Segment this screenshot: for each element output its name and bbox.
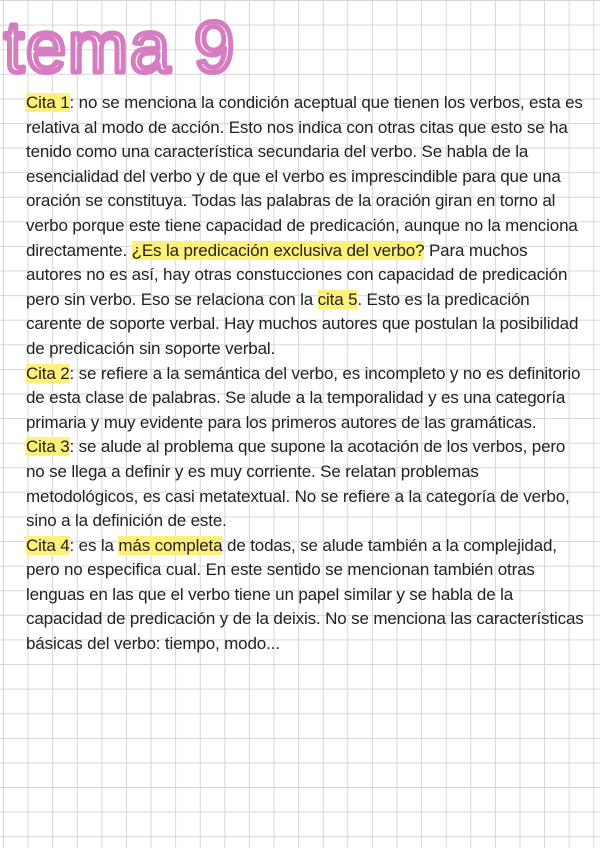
paragraph-cita-3 [26, 435, 586, 533]
cita-4-text: : es la [69, 535, 119, 555]
cita-2-label: Cita 2 [26, 363, 70, 383]
cita-4-text-cont: de todas, se alude también a la complejidad, pero no especifica cual. En este sentido se mencionan también otras lenguas en las que el verbo tiene un papel similar y se habla de la capacidad de predicación y de la deixis. No se menciona las características básicas del verbo: tiempo, modo... [26, 535, 584, 654]
paragraph-cita-4 [26, 534, 586, 657]
handwritten-title [0, 0, 600, 90]
cita-1-text-cont: Para muchos autores no es así, hay otras constucciones con capacidad de predicación pero sin verbo. Eso se relaciona con la [26, 240, 568, 309]
cita-4-label: Cita 4 [26, 535, 70, 555]
note-body [26, 91, 586, 657]
paragraph-cita-1 [26, 91, 586, 362]
cita-2-text: : se refiere a la semántica del verbo, es incompleto y no es definitorio de esta clase de palabras. Se alude a la temporalidad y es una categoría primaria y muy evidente para los primeros autores de las gramáticas. [26, 363, 581, 432]
cita-5-highlight: cita 5 [317, 289, 358, 309]
cita-3-label: Cita 3 [26, 437, 70, 457]
cita-3-text: : se alude al problema que supone la acotación de los verbos, pero no se llega a definir y es muy corriente. Se relatan problemas metodológicos, es casi metatextual. No se refiere a la categoría de verbo, sino a la definición de este. [26, 437, 570, 531]
cita-1-label: Cita 1 [26, 93, 70, 112]
predication-question-highlight: ¿Es la predicación exclusiva del verbo? [131, 240, 425, 260]
cita-1-text-end: . Esto es la predicación carente de soporte verbal. Hay muchos autores que postulan la posibilidad de predicación sin soporte verbal. [26, 289, 579, 358]
cita-1-text: : no se menciona la condición aceptual que tienen los verbos, esta es relativa al modo de acción. Esto nos indica con otras citas que esto se ha tenido como una característica secundaria del verbo. Se habla de la esencialidad del verbo y de que el verbo es imprescindible para que una oración se constituya. Todas las palabras de la oración giran en torno al verbo porque este tiene capacidad de predicación, aunque no la menciona directamente. [26, 93, 583, 260]
title-text: tema 9 [4, 8, 237, 88]
mas-completa-highlight: más completa [118, 535, 223, 555]
paragraph-cita-2 [26, 362, 586, 436]
